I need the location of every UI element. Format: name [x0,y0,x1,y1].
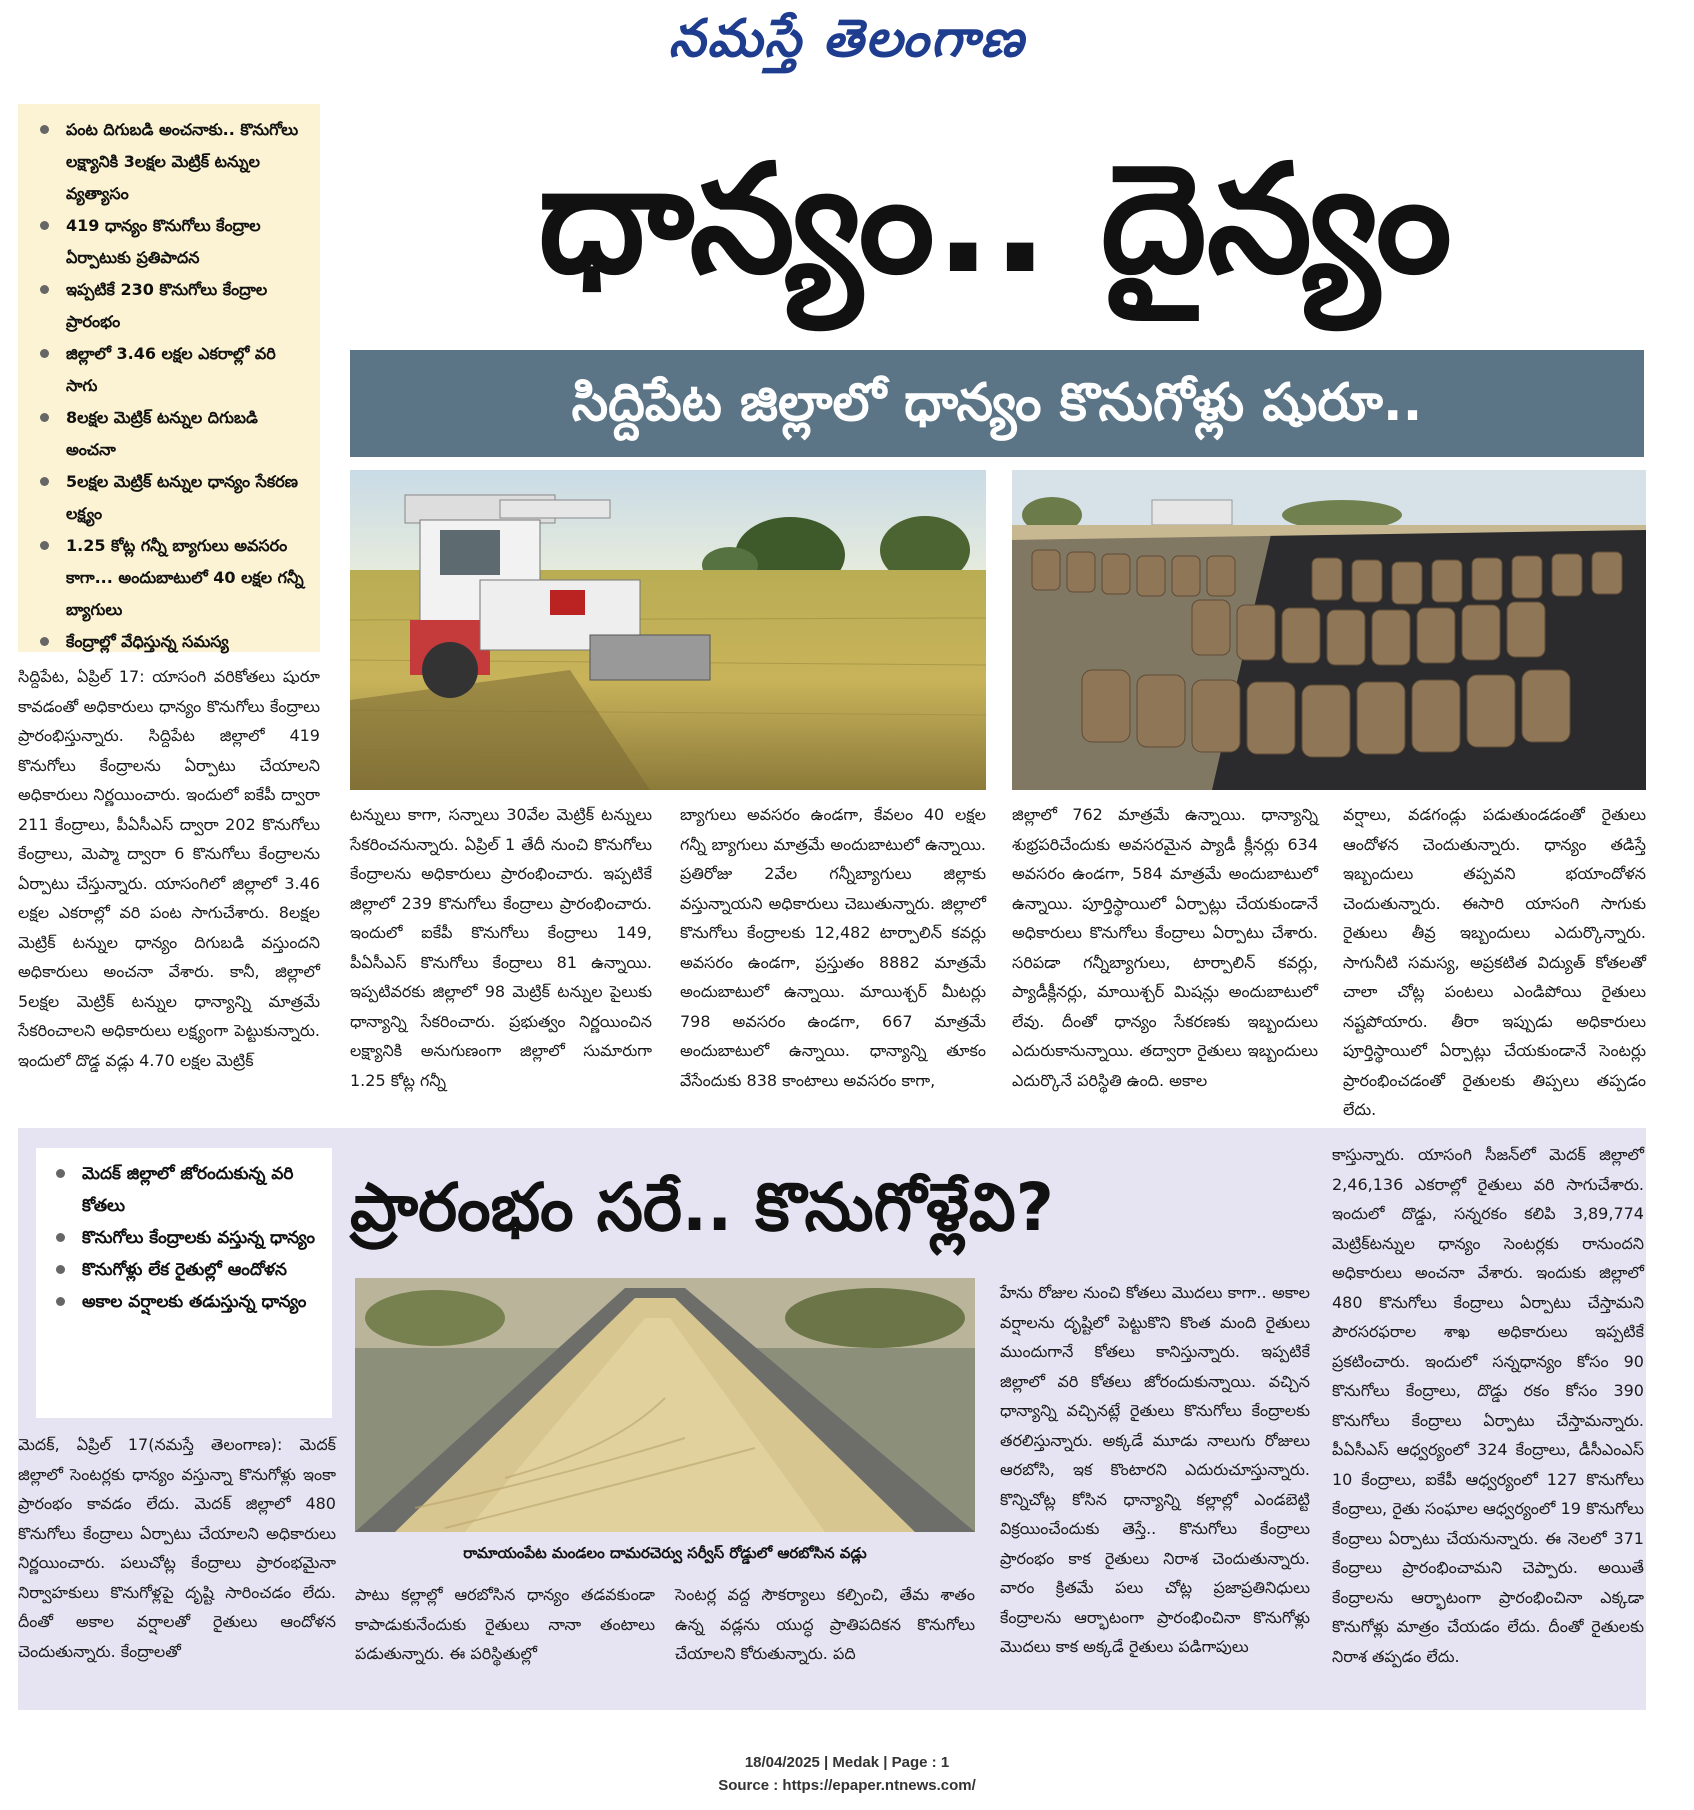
top-story-column-2: టన్నులు కాగా, సన్నాలు 30వేల మెట్రిక్ టన్నులు సేకరించనున్నారు. ఏప్రిల్ 1 తేదీ నుంచి కొనుగోలు కేంద్రాలను అధికారులు ప్రారంభించారు. ఇప్పటికే జిల్లాలో 239 కొనుగోలు కేంద్రాలు ప్రారంభించారు. ఇందులో ఐకేపీ కొనుగోలు కేంద్రాలు 149, పీఏసీఎస్ కొనుగోలు కేంద్రాలు 81 ఉన్నాయి. ఇప్పటివరకు జిల్లాలో 98 మెట్రిక్ టన్నుల పైలుకు ధాన్యాన్ని సేకరించారు. ప్రభుత్వం నిర్ణయించిన లక్ష్యానికి అనుగుణంగా జిల్లాలో సుమారుగా 1.25 కోట్ల గన్నీ [350,805,652,1090]
top-story-column-5: వర్షాలు, వడగండ్లు పడుతుండడంతో రైతులు ఆందోళన చెందుతున్నారు. ధాన్యం తడిస్తే ఇబ్బందులు తప్పవని భయాందోళన చెందుతున్నారు. ఈసారి యాసంగి సాగుకు రైతులు తీవ్ర ఇబ్బందులు ఎదుర్కొన్నారు. సాగునీటి సమస్య, అప్రకటిత విద్యుత్ కోతలతో చాలా చోట్ల పంటలు ఎండిపోయి రైతులు నష్టపోయారు. తీరా ఇప్పుడు అధికారులు పూర్తిస్థాయిలో ఏర్పాట్లు చేయకుండానే సెంటర్లు ప్రారంభించడంతో రైతులకు తిప్పలు తప్పడం లేదు. [1343,805,1646,1119]
footer-date-line: 18/04/2025 | Medak | Page : 1 [744,1754,950,1771]
sub-headline-banner: సిద్దిపేట జిల్లాలో ధాన్యం కొనుగోళ్లు షురూ.. [350,350,1644,457]
top-story-column-1: సిద్దిపేట, ఏప్రిల్ 17: యాసంగి వరికోతలు షురూ కావడంతో అధికారులు ధాన్యం కొనుగోలు కేంద్రాలు ప్రారంభిస్తున్నారు. సిద్దిపేట జిల్లాలో 419 కొనుగోలు కేంద్రాలను ఏర్పాటు చేయాలని అధికారులు నిర్ణయించారు. ఇందులో ఐకేపీ ద్వారా 211 కేంద్రాలు, పీఏసీఎస్ ద్వారా 202 కొనుగోలు కేంద్రాలు, మెప్మా ద్వారా 6 కొనుగోలు కేంద్రాలను ఏర్పాటు చేస్తున్నారు. యాసంగిలో జిల్లాలో 3.46 లక్షల ఎకరాల్లో వరి పంట సాగుచేశారు. 8లక్షల మెట్రిక్ టన్నుల ధాన్యం దిగుబడి వస్తుందని అధికారులు అంచనా వేశారు. కానీ, జిల్లాలో 5లక్షల మెట్రిక్ టన్నుల ధాన్యాన్ని మాత్రమే సేకరించాలని అధికారులు లక్ష్యంగా పెట్టుకున్నారు. ఇందులో దొడ్డ వడ్లు 4.70 లక్షల మెట్రిక్ [18,667,320,1070]
masthead: నమస్తే తెలంగాణ [668,8,1026,69]
highlight-item: ఇప్పటికే 230 కొనుగోలు కేంద్రాల ప్రారంభం [32,274,310,338]
bottom-story-column-2: పాటు కల్లాల్లో ఆరబోసిన ధాన్యం తడవకుండా కాపాడుకునేందుకు రైతులు నానా తంటాలు పడుతున్నారు. ఈ పరిస్థితుల్లో [355,1585,655,1663]
highlight-item: కేంద్రాల్లో వేధిస్తున్న సమస్య [32,626,310,658]
bottom-story-column-5: కాస్తున్నారు. యాసంగి సీజన్‌లో మెదక్ జిల్లాలో 2,46,136 ఎకరాల్లో రైతులు వరి సాగుచేశారు. ఇందులో దొడ్డు, సన్నరకం కలిపి 3,89,774 మెట్రిక్‌టన్నుల ధాన్యం సెంటర్లకు రానుందని అధికారులు అంచనా వేశారు. ఇందుకు జిల్లాలో 480 కొనుగోలు కేంద్రాలు ఏర్పాటు చేస్తామని పౌరసరఫరాల శాఖ అధికారులు ఇప్పటికే ప్రకటించారు. ఇందులో సన్నధాన్యం కోసం 90 కొనుగోలు కేంద్రాలు, దొడ్డు రకం కోసం 390 కొనుగోలు కేంద్రాలు ఏర్పాటు చేస్తామన్నారు. పీఏసీఎస్ ఆధ్వర్యంలో 324 కేంద్రాలు, డీసీఎంఎస్ 10 కేంద్రాలు, ఐకేపీ ఆధ్వర్యంలో 127 కొనుగోలు కేంద్రాలు, రైతు సంఘాల ఆధ్వర్యంలో 19 కొనుగోలు కేంద్రాలు ఏర్పాటు చేయనున్నారు. ఈ నెలలో 371 కేంద్రాలు ప్రారంభించామని చెప్పారు. అయితే కేంద్రాలను ఆర్భాటంగా ప్రారంభించినా ఎక్కడా కొనుగోళ్లు మాత్రం చేయడం లేదు. దీంతో రైతులకు నిరాశ తప్పడం లేదు. [1332,1145,1644,1666]
highlight-item: 1.25 కోట్ల గన్నీ బ్యాగులు అవసరం కాగా... అందుబాటులో 40 లక్షల గన్నీ బ్యాగులు [32,530,310,626]
bottom-story-column-4: హేను రోజుల నుంచి కోతలు మొదలు కాగా.. అకాల వర్షాలను దృష్టిలో పెట్టుకొని కొంత మంది రైతులు ముందుగానే కోతలు కానిస్తున్నారు. ఇప్పటికే జిల్లాలో వరి కోతలు జోరందుకున్నాయి. వచ్చిన ధాన్యాన్ని వచ్చినట్లే రైతులు కొనుగోలు కేంద్రాలకు తరలిస్తున్నారు. అక్కడే మూడు నాలుగు రోజులు ఆరబోసి, ఇక కొంటారని ఎదురుచూస్తున్నారు. కొన్నిచోట్ల కోసిన ధాన్యాన్ని కల్లాల్లో ఎండబెట్టి విక్రయించేందుకు తెస్తే.. కొనుగోలు కేంద్రాలు ప్రారంభం కాక రైతులు నిరాశ చెందుతున్నారు. వారం క్రితమే పలు చోట్ల ప్రజాప్రతినిధులు కేంద్రాలను ఆర్భాటంగా ప్రారంభించినా కొనుగోళ్లు మొదలు కాక అక్కడే రైతులు పడిగాపులు [1000,1283,1310,1656]
bottom-headline: ప్రారంభం సరే.. కొనుగోళ్లేవి? [350,1169,1054,1246]
highlight-item: అకాల వర్షాలకు తడుస్తున్న ధాన్యం [50,1286,322,1318]
highlight-item: 5లక్షల మెట్రిక్ టన్నుల ధాన్యం సేకరణ లక్ష్యం [32,466,310,530]
highlight-item: 8లక్షల మెట్రిక్ టన్నుల దిగుబడి అంచనా [32,402,310,466]
bottom-highlights-box [36,1148,332,1418]
highlight-item: జిల్లాలో 3.46 లక్షల ఎకరాల్లో వరి సాగు [32,338,310,402]
harvester-photo [350,470,986,790]
top-highlights-box [18,104,320,652]
highlight-item: మెదక్ జిల్లాలో జోరందుకున్న వరి కోతలు [50,1158,322,1222]
main-headline: ధాన్యం.. దైన్యం [538,133,1452,307]
bottom-story-column-3: సెంటర్ల వద్ద సౌకర్యాలు కల్పించి, తేమ శాతం ఉన్న వడ్లను యుద్ధ ప్రాతిపదికన కొనుగోలు చేయాలని కోరుతున్నారు. పది [675,1585,975,1663]
highlight-item: కొనుగోలు కేంద్రాలకు వస్తున్న ధాన్యం [50,1222,322,1254]
footer-source-line: Source : https://epaper.ntnews.com/ [718,1777,976,1794]
bottom-story-column-1: మెదక్, ఏప్రిల్ 17(నమస్తే తెలంగాణ): మెదక్ జిల్లాలో సెంటర్లకు ధాన్యం వస్తున్నా కొనుగోళ్లు ఇంకా ప్రారంభం కావడం లేదు. మెదక్ జిల్లాలో 480 కొనుగోలు కేంద్రాలు ఏర్పాటు చేయాలని అధికారులు నిర్ణయించారు. పలుచోట్ల కేంద్రాలు ప్రారంభమైనా నిర్వాహకులు కొనుగోళ్లపై దృష్టి సారించడం లేదు. దీంతో అకాల వర్షాలతో రైతులు ఆందోళన చెందుతున్నారు. కేంద్రాలతో [18,1435,336,1661]
highlight-item: కొనుగోళ్లు లేక రైతుల్లో ఆందోళన [50,1254,322,1286]
paddy-drying-photo [355,1278,975,1532]
highlight-item: 419 ధాన్యం కొనుగోలు కేంద్రాల ఏర్పాటుకు ప్రతిపాదన [32,210,310,274]
top-story-column-3: బ్యాగులు అవసరం ఉండగా, కేవలం 40 లక్షల గన్నీ బ్యాగులు మాత్రమే అందుబాటులో ఉన్నాయి. ప్రతిరోజు 2వేల గన్నీబ్యాగులు జిల్లాకు వస్తున్నాయని అధికారులు చెబుతున్నారు. జిల్లాలో కొనుగోలు కేంద్రాలకు 12,482 టార్పాలిన్ కవర్లు అవసరం ఉండగా, ప్రస్తుతం 8882 మాత్రమే అందుబాటులో ఉన్నాయి. మాయిశ్చర్ మీటర్లు 798 అవసరం ఉండగా, 667 మాత్రమే అందుబాటులో ఉన్నాయి. ధాన్యాన్ని తూకం వేసేందుకు 838 కాంటాలు అవసరం కాగా, [680,805,986,1090]
photo-caption: రామాయంపేట మండలం దామరచెర్వు సర్వీస్ రోడ్డులో ఆరబోసిన వడ్లు [463,1544,867,1562]
gunny-bags-photo [1012,470,1646,790]
highlight-item: పంట దిగుబడి అంచనాకు.. కొనుగోలు లక్ష్యానికి 3లక్షల మెట్రిక్ టన్నుల వ్యత్యాసం [32,114,310,210]
top-story-column-4: జిల్లాలో 762 మాత్రమే ఉన్నాయి. ధాన్యాన్ని శుభ్రపరిచేందుకు అవసరమైన ప్యాడీ క్లీనర్లు 634 అవసరం ఉండగా, 584 మాత్రమే అందుబాటులో ఉన్నాయి. పూర్తిస్థాయిలో ఏర్పాట్లు చేయకుండానే అధికారులు కొనుగోలు కేంద్రాలు ఏర్పాటు చేశారు. సరిపడా గన్నీబ్యాగులు, టార్పాలిన్ కవర్లు, ప్యాడీక్లీనర్లు, మాయిశ్చర్ మిషన్లు అందుబాటులో లేవు. దీంతో ధాన్యం సేకరణకు ఇబ్బందులు ఎదురుకానున్నాయి. తద్వారా రైతులు ఇబ్బందులు ఎదుర్కొనే పరిస్థితి ఉంది. అకాల [1012,805,1318,1090]
